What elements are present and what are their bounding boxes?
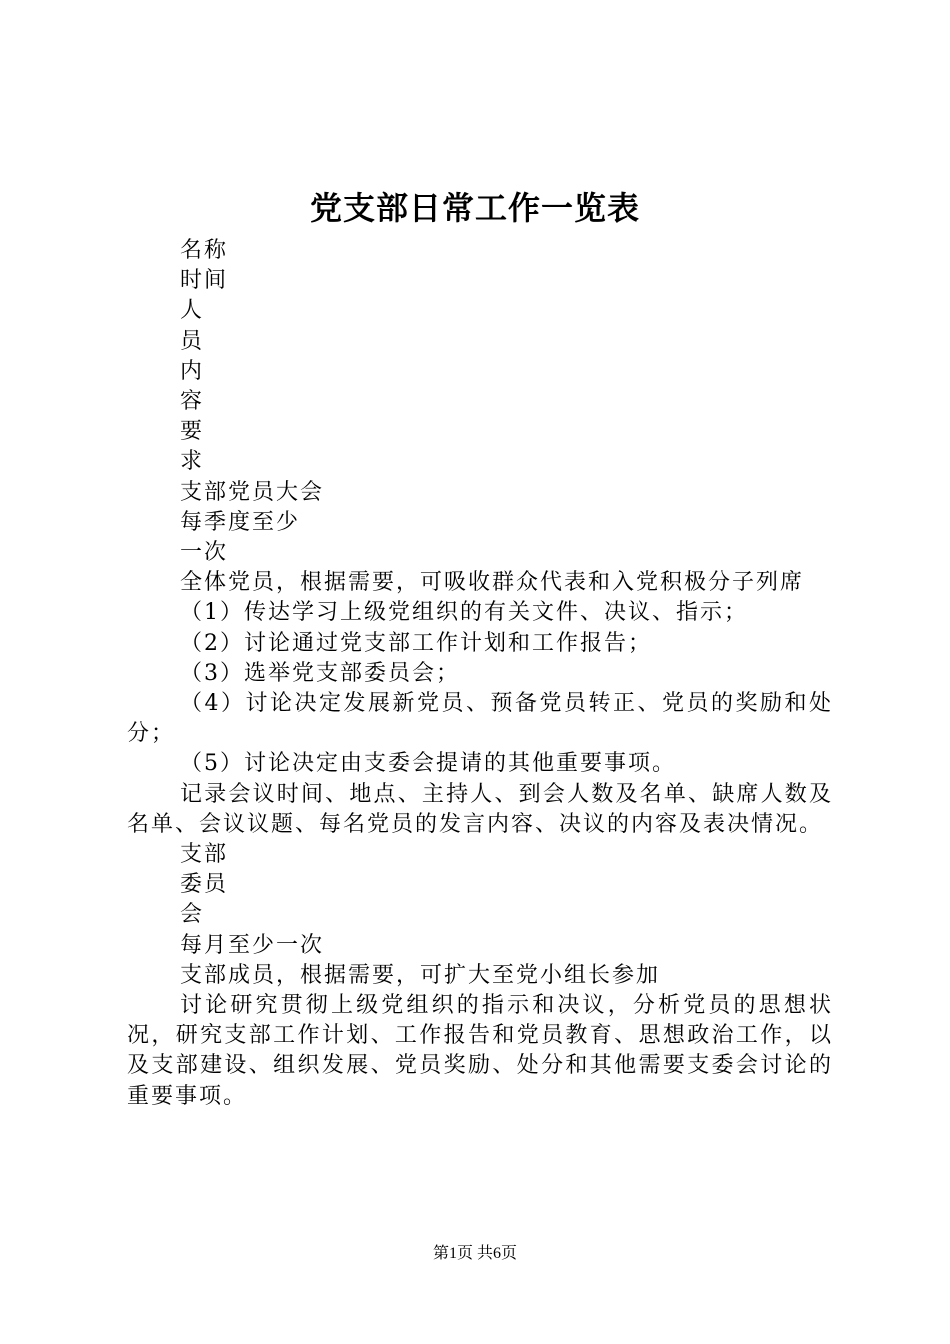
paragraph: 一次	[180, 540, 229, 566]
paragraph: 员	[180, 328, 205, 354]
paragraph: 名称	[180, 238, 229, 263]
paragraph: 人	[180, 298, 205, 324]
paragraph: 要	[180, 419, 205, 445]
paragraph: 会	[180, 902, 205, 928]
paragraph: 全体党员，根据需要，可吸收群众代表和入党积极分子列席	[180, 570, 805, 596]
paragraph: 每季度至少	[180, 509, 301, 535]
paragraph: 支部党员大会	[180, 479, 325, 505]
paragraph: 记录会议时间、地点、主持人、到会人数及名单、缺席人数及名单、会议议题、每名党员的发言内容、决议的内容及表决情况。	[127, 781, 833, 837]
paragraph: 内	[180, 358, 205, 384]
paragraph: 容	[180, 389, 205, 415]
paragraph: （1）传达学习上级党组织的有关文件、决议、指示；	[180, 600, 748, 626]
paragraph: 委员	[180, 872, 229, 898]
paragraph: （4）讨论决定发展新党员、预备党员转正、党员的奖励和处分；	[127, 691, 833, 747]
paragraph: 支部	[180, 842, 229, 868]
paragraph: 时间	[180, 268, 229, 294]
page-footer: 第1页 共6页	[432, 1245, 517, 1262]
paragraph: 每月至少一次	[180, 932, 325, 958]
paragraph: （5）讨论决定由支委会提请的其他重要事项。	[180, 751, 676, 777]
paragraph: （2）讨论通过党支部工作计划和工作报告；	[180, 630, 652, 656]
paragraph: 求	[180, 449, 205, 475]
paragraph: 讨论研究贯彻上级党组织的指示和决议，分析党员的思想状况，研究支部工作计划、工作报告和党员教育、思想政治工作，以及支部建设、组织发展、党员奖励、处分和其他需要支委会讨论的重要事项。	[127, 993, 833, 1109]
paragraph: （3）选举党支部委员会；	[180, 660, 460, 686]
document-title: 党支部日常工作一览表	[309, 189, 640, 227]
document-body	[127, 236, 833, 1112]
paragraph: 支部成员，根据需要，可扩大至党小组长参加	[180, 962, 661, 988]
